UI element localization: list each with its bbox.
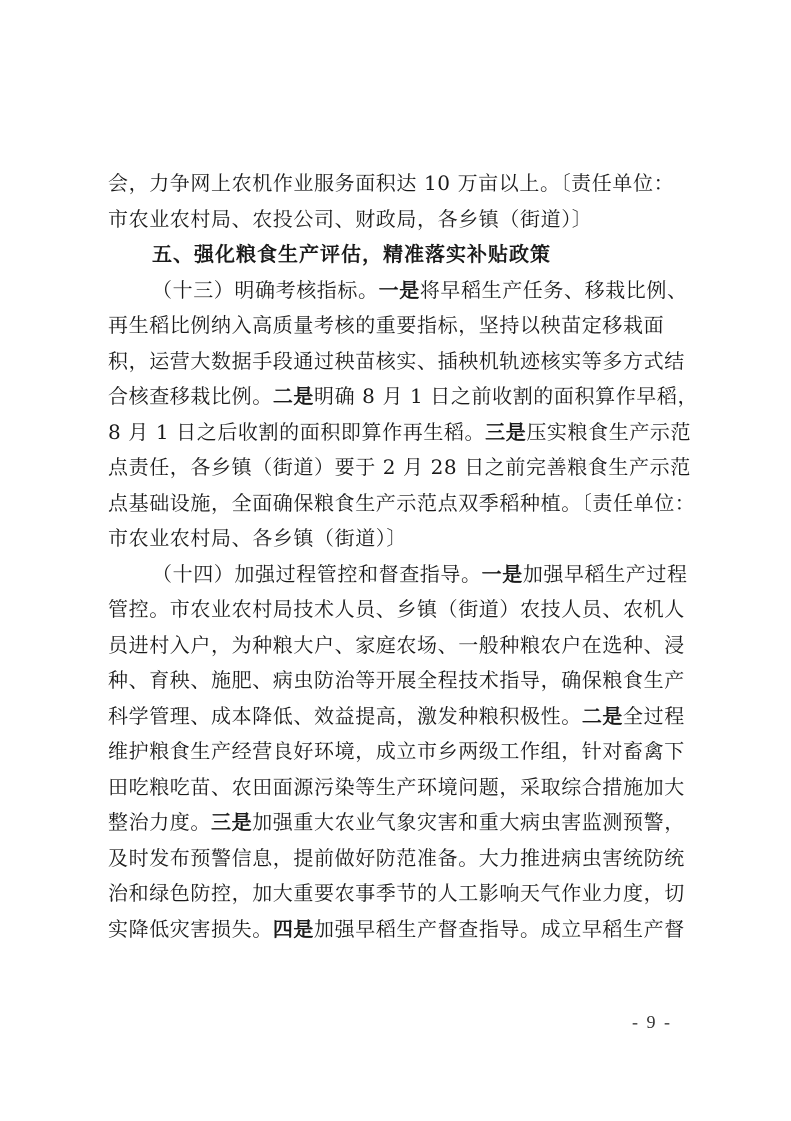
- text-segment: （十四）加强过程管控和督查指导。: [152, 561, 482, 586]
- text-segment: 加强重大农业气象灾害和重大病虫害监测预警，: [252, 810, 685, 834]
- text-segment: 压实粮食生产示范: [526, 419, 692, 444]
- text-segment: 再生稻比例纳入高质量考核的重要指标，坚持以秧苗定移栽面: [108, 313, 665, 337]
- bold-marker: 三是: [485, 419, 527, 444]
- text-segment: 8 月 1 日之后收割的面积即算作再生稻。: [108, 419, 486, 444]
- text-line: [108, 912, 685, 948]
- text-line: [108, 415, 692, 451]
- text-line: [108, 166, 682, 202]
- text-line: [108, 770, 685, 806]
- text-line: [108, 663, 685, 699]
- text-segment: 点责任，各乡镇（街道）要于 2 月 28 日之前完善粮食生产示范: [108, 455, 691, 479]
- text-line: [108, 805, 685, 841]
- page-number: - 9 -: [632, 1012, 672, 1032]
- text-line: [108, 202, 682, 238]
- text-segment: 将早稻生产任务、移栽比例、: [419, 277, 688, 302]
- text-segment: 整治力度。: [108, 810, 211, 834]
- bold-marker: 一是: [378, 277, 420, 302]
- text-line: [108, 521, 682, 557]
- text-segment: 市农业农村局、各乡镇（街道）〕: [108, 526, 407, 550]
- text-segment: 明确 8 月 1 日之前收割的面积算作早稻，: [314, 384, 699, 408]
- document-body: [108, 166, 699, 947]
- text-segment: 合核查移栽比例。: [108, 384, 273, 408]
- text-line: [108, 344, 685, 380]
- text-segment: 及时发布预警信息，提前做好防范准备。大力推进病虫害统防统: [108, 845, 685, 870]
- text-segment: 科学管理、成本降低、效益提高，激发种粮积极性。: [108, 703, 582, 728]
- text-segment: 积，运营大数据手段通过秧苗核实、插秧机轨迹核实等多方式结: [108, 348, 685, 373]
- text-segment: 点基础设施，全面确保粮食生产示范点双季稻种植。〔责任单位：: [108, 490, 696, 515]
- section-heading: [108, 237, 682, 273]
- text-line: [108, 379, 699, 415]
- text-segment: 员进村入户，为种粮大户、家庭农场、一般种粮农户在选种、浸: [108, 632, 685, 657]
- bold-marker: 四是: [272, 916, 315, 941]
- text-line: [108, 876, 685, 912]
- text-line: [108, 557, 688, 593]
- text-segment: 会，力争网上农机作业服务面积达 10 万亩以上。〔责任单位：: [108, 171, 675, 195]
- text-segment: 种、育秧、施肥、病虫防治等开展全程技术指导，确保粮食生产: [108, 668, 685, 692]
- bold-marker: 二是: [581, 703, 624, 728]
- bold-marker: 二是: [272, 384, 315, 408]
- text-segment: 全过程: [623, 703, 685, 728]
- text-segment: 五、强化粮食生产评估，精准落实补贴政策: [152, 242, 551, 266]
- text-line: [108, 308, 682, 344]
- text-line: [108, 841, 685, 877]
- text-line: [108, 592, 685, 628]
- text-segment: 市农业农村局、农投公司、财政局，各乡镇（街道）〕: [108, 206, 593, 231]
- text-segment: （十三）明确考核指标。: [152, 277, 379, 302]
- text-line: [108, 699, 685, 735]
- bold-marker: 一是: [481, 561, 523, 586]
- text-segment: 加强早稻生产督查指导。成立早稻生产督: [314, 916, 685, 941]
- text-segment: 治和绿色防控，加大重要农事季节的人工影响天气作业力度，切: [108, 881, 685, 905]
- text-segment: 实降低灾害损失。: [108, 916, 273, 941]
- text-segment: 加强早稻生产过程: [522, 561, 688, 586]
- text-line: [108, 273, 688, 309]
- text-line: [108, 486, 696, 522]
- text-segment: 管控。市农业农村局技术人员、乡镇（街道）农技人员、农机人: [108, 597, 685, 621]
- text-segment: 维护粮食生产经营良好环境，成立市乡两级工作组，针对畜禽下: [108, 739, 685, 763]
- text-line: [108, 734, 685, 770]
- text-line: [108, 628, 685, 664]
- text-segment: 田吃粮吃苗、农田面源污染等生产环境问题，采取综合措施加大: [108, 774, 685, 799]
- bold-marker: 三是: [211, 810, 253, 834]
- text-line: [108, 450, 691, 486]
